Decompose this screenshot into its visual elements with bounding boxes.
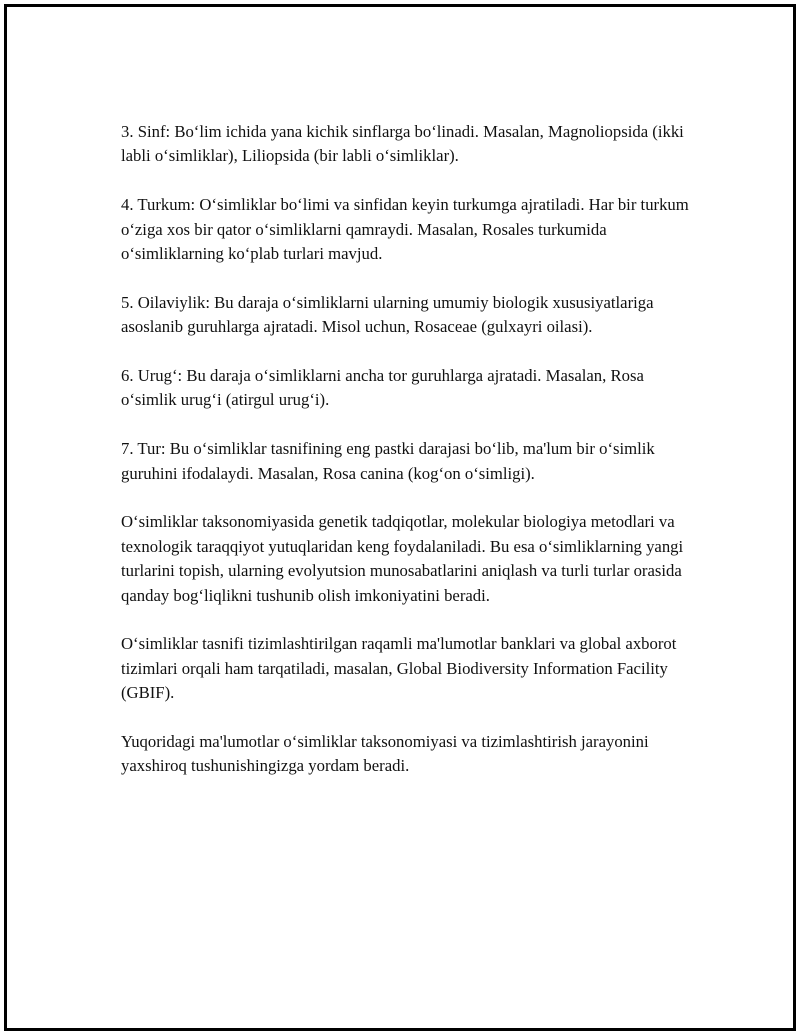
page-border (4, 4, 796, 1031)
paragraph-digital-databases: O‘simliklar tasnifi tizimlashtirilgan raqamli ma'lumotlar banklari va global axborot tizimlari orqali ham tarqatiladi, masalan, Global Biodiversity Information Facility (GBIF). (121, 634, 677, 703)
paragraph-turkum: 4. Turkum: O‘simliklar bo‘limi va sinfidan keyin turkumga ajratiladi. Har bir turkum o‘ziga xos bir qator o‘simliklarni qamraydi. Masalan, Rosales turkumida o‘simliklarning ko‘plab turlari mavjud. (121, 195, 689, 264)
paragraph-oilaviylik: 5. Oilaviylik: Bu daraja o‘simliklarni ularning umumiy biologik xususiyatlariga asoslanib guruhlarga ajratadi. Misol uchun, Rosaceae (gulxayri oilasi). (121, 292, 654, 337)
paragraph-taxonomy-research: O‘simliklar taksonomiyasida genetik tadqiqotlar, molekular biologiya metodlari va texnologik taraqqiyot yutuqlaridan keng foydalaniladi. Bu esa o‘simliklarning yangi turlarini topish, ularning evolyutsion munosabatlarini aniqlash va turli turlar orasida qanday bog‘liqlikni tushunib olish imkoniyatini beradi. (121, 512, 684, 605)
paragraph-sinf: 3. Sinf: Bo‘lim ichida yana kichik sinflarga bo‘linadi. Masalan, Magnoliopsida (ikki labli o‘simliklar), Liliopsida (bir labli o‘simliklar). (121, 122, 684, 166)
paragraph-conclusion: Yuqoridagi ma'lumotlar o‘simliklar taksonomiyasi va tizimlashtirish jarayonini yaxshiroq tushunishingizga yordam beradi. (121, 732, 649, 776)
document-body (121, 120, 689, 779)
paragraph-tur: 7. Tur: Bu o‘simliklar tasnifining eng pastki darajasi bo‘lib, ma'lum bir o‘simlik guruhini ifodalaydi. Masalan, Rosa canina (kog‘on o‘simligi). (121, 439, 655, 483)
paragraph-urug: 6. Urug‘: Bu daraja o‘simliklarni ancha tor guruhlarga ajratadi. Masalan, Rosa o‘simlik urug‘i (atirgul urug‘i). (121, 366, 644, 410)
